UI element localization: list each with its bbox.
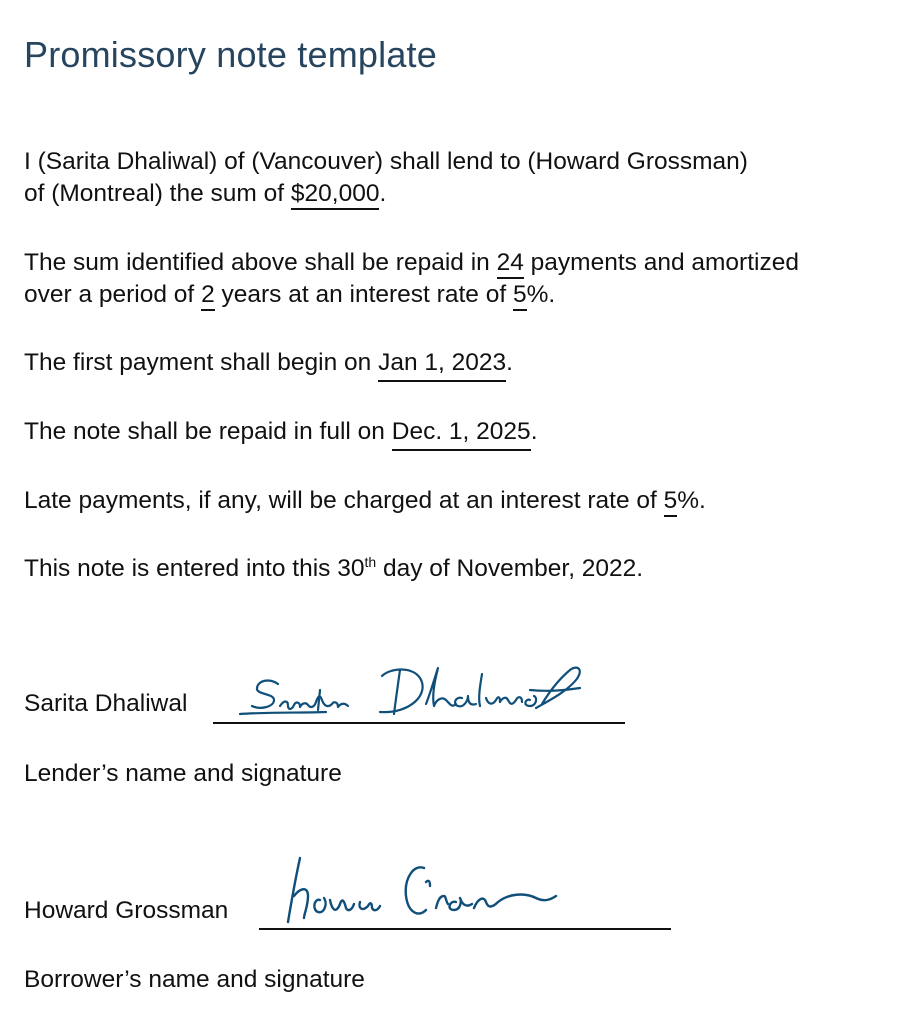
late-interest-rate-field[interactable]: 5 (664, 487, 678, 517)
first-payment-paragraph: The first payment shall begin on Jan 1, 2023. (24, 347, 513, 382)
full-repayment-date-field[interactable]: Dec. 1, 2025 (392, 419, 531, 451)
lender-city-text: of (Montreal) the sum of (24, 180, 291, 207)
borrower-name: Howard Grossman (24, 897, 229, 924)
parties-text: I (Sarita Dhaliwal) of (Vancouver) shall lend to (Howard Grossman) (24, 148, 748, 175)
interest-rate-field[interactable]: 5 (513, 281, 527, 311)
lender-name: Sarita Dhaliwal (24, 690, 188, 717)
borrower-caption: Borrower’s name and signature (24, 966, 365, 993)
borrower-signature-image (274, 852, 564, 930)
lender-caption: Lender’s name and signature (24, 760, 342, 787)
payments-count-field[interactable]: 24 (497, 249, 524, 279)
years-field[interactable]: 2 (201, 281, 215, 311)
borrower-signature-row (24, 852, 684, 932)
lender-signature-row (24, 650, 644, 730)
loan-amount-field[interactable]: $20,000 (291, 180, 380, 210)
borrower-signature-line[interactable] (259, 928, 671, 930)
repayment-terms-paragraph: The sum identified above shall be repaid in 24 payments and amortized over a period of 2 years at an interest rate of 5%. (24, 247, 799, 311)
lender-signature-image (230, 650, 590, 722)
loan-parties-paragraph: I (Sarita Dhaliwal) of (Vancouver) shall lend to (Howard Grossman) of (Montreal) the sum of $20,000. (24, 146, 748, 210)
entry-date-paragraph: This note is entered into this 30th day of November, 2022. (24, 554, 644, 582)
first-payment-date-field[interactable]: Jan 1, 2023 (378, 350, 506, 382)
late-payment-paragraph: Late payments, if any, will be charged at an interest rate of 5%. (24, 485, 706, 517)
page-title: Promissory note template (24, 34, 437, 75)
full-repayment-paragraph: The note shall be repaid in full on Dec. 1, 2025. (24, 416, 538, 451)
lender-signature-line[interactable] (213, 722, 625, 724)
